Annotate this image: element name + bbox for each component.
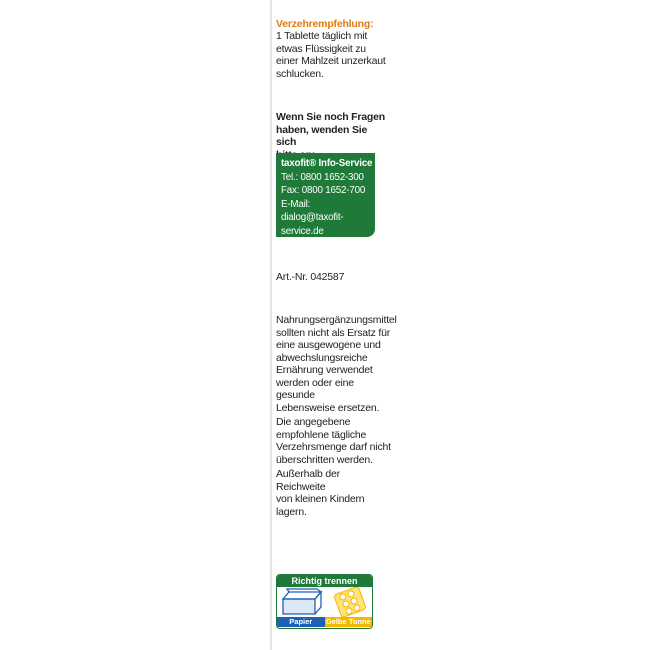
recycling-badge: [276, 574, 373, 629]
box-icon: [283, 589, 321, 614]
note-line: werden oder eine gesunde: [276, 376, 354, 401]
yellow-bin-label: Gelbe Tonne: [325, 617, 371, 626]
recycling-icons: [277, 587, 372, 617]
note-line: Nahrungsergänzungsmittel: [276, 314, 397, 326]
info-service-box: [276, 153, 375, 250]
note-line: Ernährung verwendet: [276, 364, 373, 376]
note-line: empfohlene tägliche: [276, 428, 367, 441]
usage-heading: Verzehrempfehlung:: [276, 18, 374, 30]
service-email: dialog@taxofit-service.de: [281, 212, 344, 237]
note-line: sollten nicht als Ersatz für: [276, 326, 391, 339]
note-line: Die angegebene: [276, 416, 351, 428]
note-line: Lebensweise ersetzen.: [276, 401, 380, 414]
recycling-heading: Richtig trennen: [277, 575, 372, 587]
blister-icon: [334, 587, 367, 617]
usage-section: [276, 18, 386, 80]
recycling-icons-svg: [277, 587, 371, 617]
questions-line: haben, wenden Sie sich: [276, 123, 368, 148]
notes-section: [276, 314, 397, 518]
note-line: abwechslungsreiche: [276, 351, 368, 364]
service-title: taxofit® Info-Service: [281, 158, 373, 169]
service-web: www.taxofit.de: [281, 239, 342, 250]
service-email-label: E-Mail:: [281, 198, 311, 210]
note-line: Außerhalb der Reichweite: [276, 468, 340, 493]
usage-line: schlucken.: [276, 67, 324, 80]
questions-line: Wenn Sie noch Fragen: [276, 111, 385, 123]
article-number: Art.-Nr. 042587: [276, 271, 345, 283]
usage-line: etwas Flüssigkeit zu: [276, 42, 366, 55]
note-line: von kleinen Kindern lagern.: [276, 493, 365, 518]
note-line: eine ausgewogene und: [276, 339, 381, 351]
recycling-labels: [277, 617, 372, 627]
note-line: überschritten werden.: [276, 453, 373, 466]
service-fax: Fax: 0800 1652-700: [281, 185, 366, 196]
usage-line: einer Mahlzeit unzerkaut: [276, 55, 386, 67]
paper-label: Papier: [277, 617, 325, 627]
usage-line: 1 Tablette täglich mit: [276, 30, 368, 42]
service-tel: Tel.: 0800 1652-300: [281, 171, 364, 183]
package-edge-strip: [270, 0, 272, 650]
note-line: Verzehrsmenge darf nicht: [276, 441, 391, 453]
